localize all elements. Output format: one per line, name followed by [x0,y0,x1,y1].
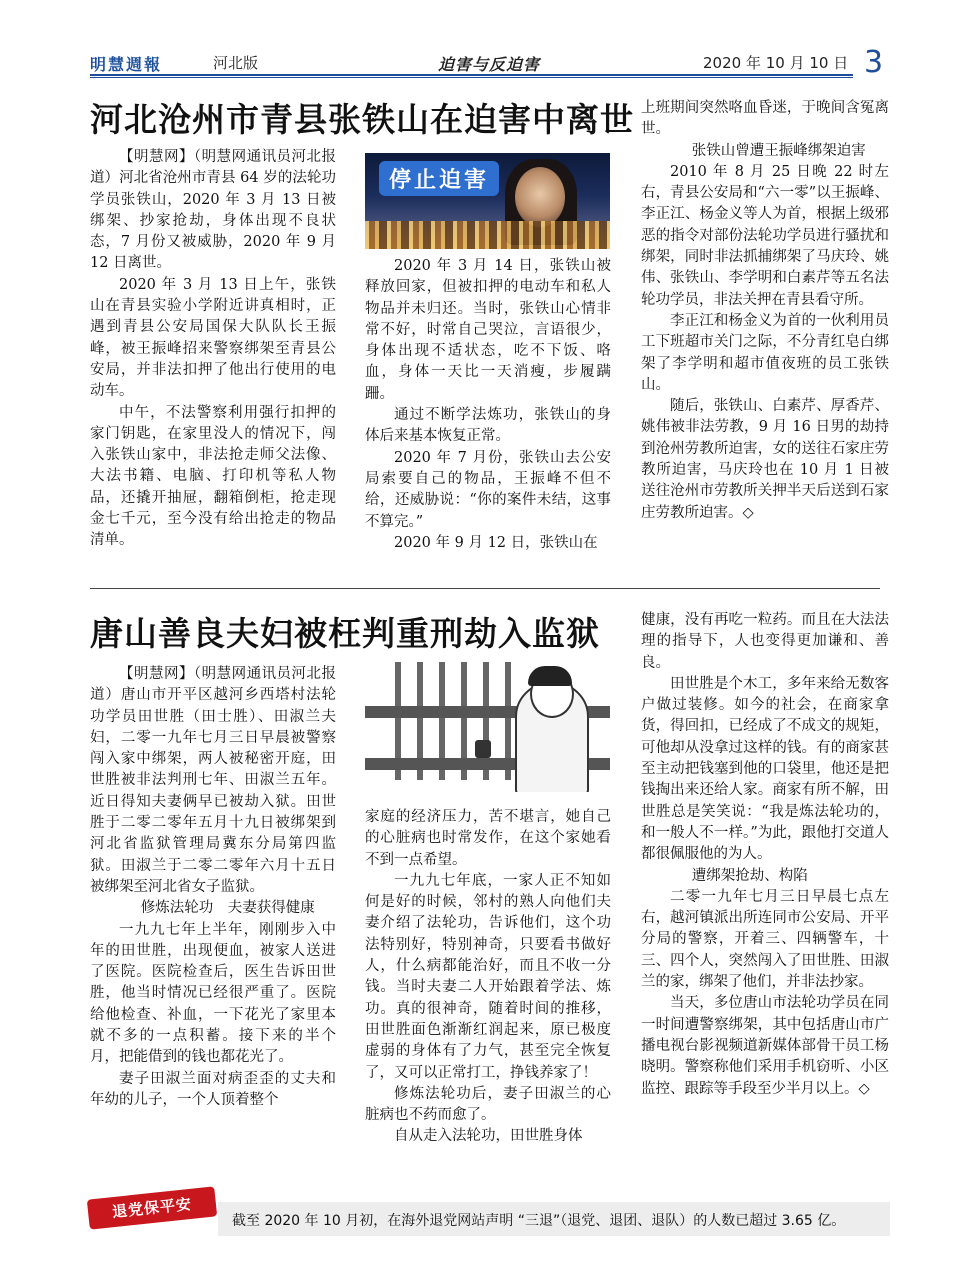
paragraph: 李正江和杨金义为首的一伙利用员工下班超市关门之际，不分青红皂白绑架了李学明和超市值夜班的员工张铁山。 [641,312,889,393]
article2-headline: 唐山善良夫妇被枉判重刑劫入监狱 [90,614,600,653]
paragraph: 当天，多位唐山市法轮功学员在同一时间遭警察绑架，其中包括唐山市广播电视台影视频道新媒体部骨干员工杨晓明。警察称他们采用手机窃听、小区监控、跟踪等手段至少半月以上。◇ [641,995,889,1097]
article2-col1 [90,664,336,1111]
paragraph: 随后，张铁山、白素芹、厚香芹、姚伟被非法劳教，9 月 16 日男的劫持到沧州劳教所迫害，女的送往石家庄劳教所迫害，马庆玲也在 10 月 1 日被送往沧州市劳教所关押半天后送到石家庄劳教所迫害。◇ [641,398,889,521]
paragraph: 2010 年 8 月 25 日晚 22 时左右，青县公安局和“六一零”以王振峰、李正江、杨金义等人为首，根据上级邪恶的指令对部份法轮功学员进行骚扰和绑架，同时非法抓捕绑架了马庆玲、姚伟、张铁山、李学明和白素芹等五名法轮功学员，非法关押在青县看守所。 [641,163,889,308]
paper-name: 明慧週報 [90,55,163,74]
paragraph: 一九九七年底，一家人正不知如何是好的时候，邻村的熟人向他们夫妻介绍了法轮功，告诉他们，这个功法特别好，特别神奇，只要看书做好人，什么病都能治好，而且不收一分钱。当时夫妻二人开始跟着学法、炼功。真的很神奇，随着时间的推移，田世胜面色渐渐红润起来，原已极度虚弱的身体有了力气，甚至完全恢复了，又可以正常打工，挣钱养家了！ [365,872,611,1081]
page-number: 3 [864,45,884,80]
masthead-rule [90,74,853,76]
article2-col3 [641,610,889,1100]
paragraph: 田世胜是个木工，多年来给无数客户做过装修。如今的社会，在商家拿货，得回扣，已经成了不成文的规矩，可他却从没拿过这样的钱。有的商家甚至主动把钱塞到他的口袋里，他还是把钱掏出来还给人家。商家有所不解，田世胜总是笑笑说：“我是炼法轮功的，和一般人不一样。”为此，跟他打交道人都很佩服他的为人。 [641,675,889,863]
photo-face [515,167,565,227]
paragraph: 2020 年 7 月份，张铁山去公安局索要自己的物品，王振峰不但不给，还威胁说：“你的案件未结，这事不算完。” [365,449,611,530]
paragraph: 家庭的经济压力，苦不堪言，她自己的心脏病也时常发作，在这个家她看不到一点希望。 [365,809,611,868]
paragraph: 上班期间突然咯血昏迷，于晚间含冤离世。 [641,100,889,138]
photo-caption: 停止迫害 [379,161,499,196]
paragraph: 妻子田淑兰面对病歪歪的丈夫和年幼的儿子，一个人顶着整个 [90,1070,336,1108]
paragraph: 二零一九年七月三日早晨七点左右，越河镇派出所连同市公安局、开平分局的警察，开着三、四辆警车，十三、四个人，突然闯入了田世胜、田淑兰的家，绑架了他们，并非法抄家。 [641,888,889,991]
article1-col3 [641,98,889,524]
prisoner-hair [528,666,572,686]
article1-col2 [365,256,611,554]
paragraph: 修炼法轮功后，妻子田淑兰的心脏病也不药而愈了。 [365,1085,611,1124]
paragraph: 【明慧网】（明慧网通讯员河北报道）河北省沧州市青县 64 岁的法轮功学员张铁山，2020 年 3 月 13 日被绑架、抄家抢劫，身体出现不良状态，7 月份又被威胁，2020 年 9 月 12 日离世。 [90,149,336,272]
paragraph: 一九九七年上半年，刚刚步入中年的田世胜，出现便血，被家人送进了医院。医院检查后，医生告诉田世胜，他当时情况已经很严重了。医院给他检查、补血，一下花光了家里本就不多的一点积蓄。接下来的半个月，把能借到的钱也都花光了。 [90,921,336,1066]
masthead-rule-thin [90,77,853,78]
paragraph: 2020 年 9 月 12 日，张铁山在 [394,534,598,551]
lock-icon [475,740,491,758]
article1-col1 [90,147,336,552]
issue-date: 2020 年 10 月 10 日 [703,54,849,72]
paragraph: 2020 年 3 月 13 日上午，张铁山在青县实验小学附近讲真相时，正遇到青县公安局国保大队队长王振峰，被王振峰招来警察绑架至青县公安局，并非法扣押了他出行使用的电动车。 [90,276,336,400]
paragraph: 2020 年 3 月 14 日，张铁山被释放回家，但被扣押的电动车和私人物品并未归还。当时，张铁山心情非常不好，时常自己哭泣，言语很少，身体出现不适状态，吃不下饭、咯血，身体一天比一天消瘦，步履蹒跚。 [365,258,611,402]
paragraph: 【明慧网】（明慧网通讯员河北报道）唐山市开平区越河乡西塔村法轮功学员田世胜（田士胜）、田淑兰夫妇，二零一九年七月三日早晨被警察闯入家中绑架，两人被秘密开庭，田世胜被非法判刑七年、田淑兰五年。近日得知夫妻俩早已被劫入狱。田世胜于二零二零年五月十九日被绑架到河北省监狱管理局冀东分局第四监狱。田淑兰于二零二零年六月十五日被绑架至河北省女子监狱。 [90,666,336,895]
article1-headline: 河北沧州市青县张铁山在迫害中离世 [90,100,634,139]
quit-party-badge: 退党保平安 [87,1186,217,1229]
paragraph: 中午，不法警察利用强行扣押的家门钥匙，在家里没人的情况下，闯入张铁山家中，非法抢走师父法像、大法书籍、电脑、打印机等私人物品，还撬开抽屉，翻箱倒柜，抢走现金七千元，至今没有给出抢走的物品清单。 [90,404,336,549]
prison-illustration [365,662,610,792]
edition-label: 河北版 [213,54,259,72]
section-title: 迫害与反迫害 [438,55,541,74]
paragraph: 健康，没有再吃一粒药。而且在大法法理的指导下，人也变得更加谦和、善良。 [641,612,889,671]
stop-persecution-photo [365,153,610,249]
subheading: 张铁山曾遭王振峰绑架迫害 [691,142,866,159]
subheading: 修炼法轮功 夫妻获得健康 [140,900,315,917]
paragraph: 通过不断学法炼功，张铁山的身体后来基本恢复正常。 [365,407,611,445]
article-divider [90,588,880,589]
subheading: 遭绑架抢劫、构陷 [691,867,808,884]
paragraph: 自从走入法轮功，田世胜身体 [394,1128,583,1145]
footer-notice: 截至 2020 年 10 月初，在海外退党网站声明 “三退”（退党、退团、退队）的人数已超过 3.65 亿。 [232,1213,846,1229]
photo-candles [365,221,610,249]
article2-col2 [365,807,611,1148]
